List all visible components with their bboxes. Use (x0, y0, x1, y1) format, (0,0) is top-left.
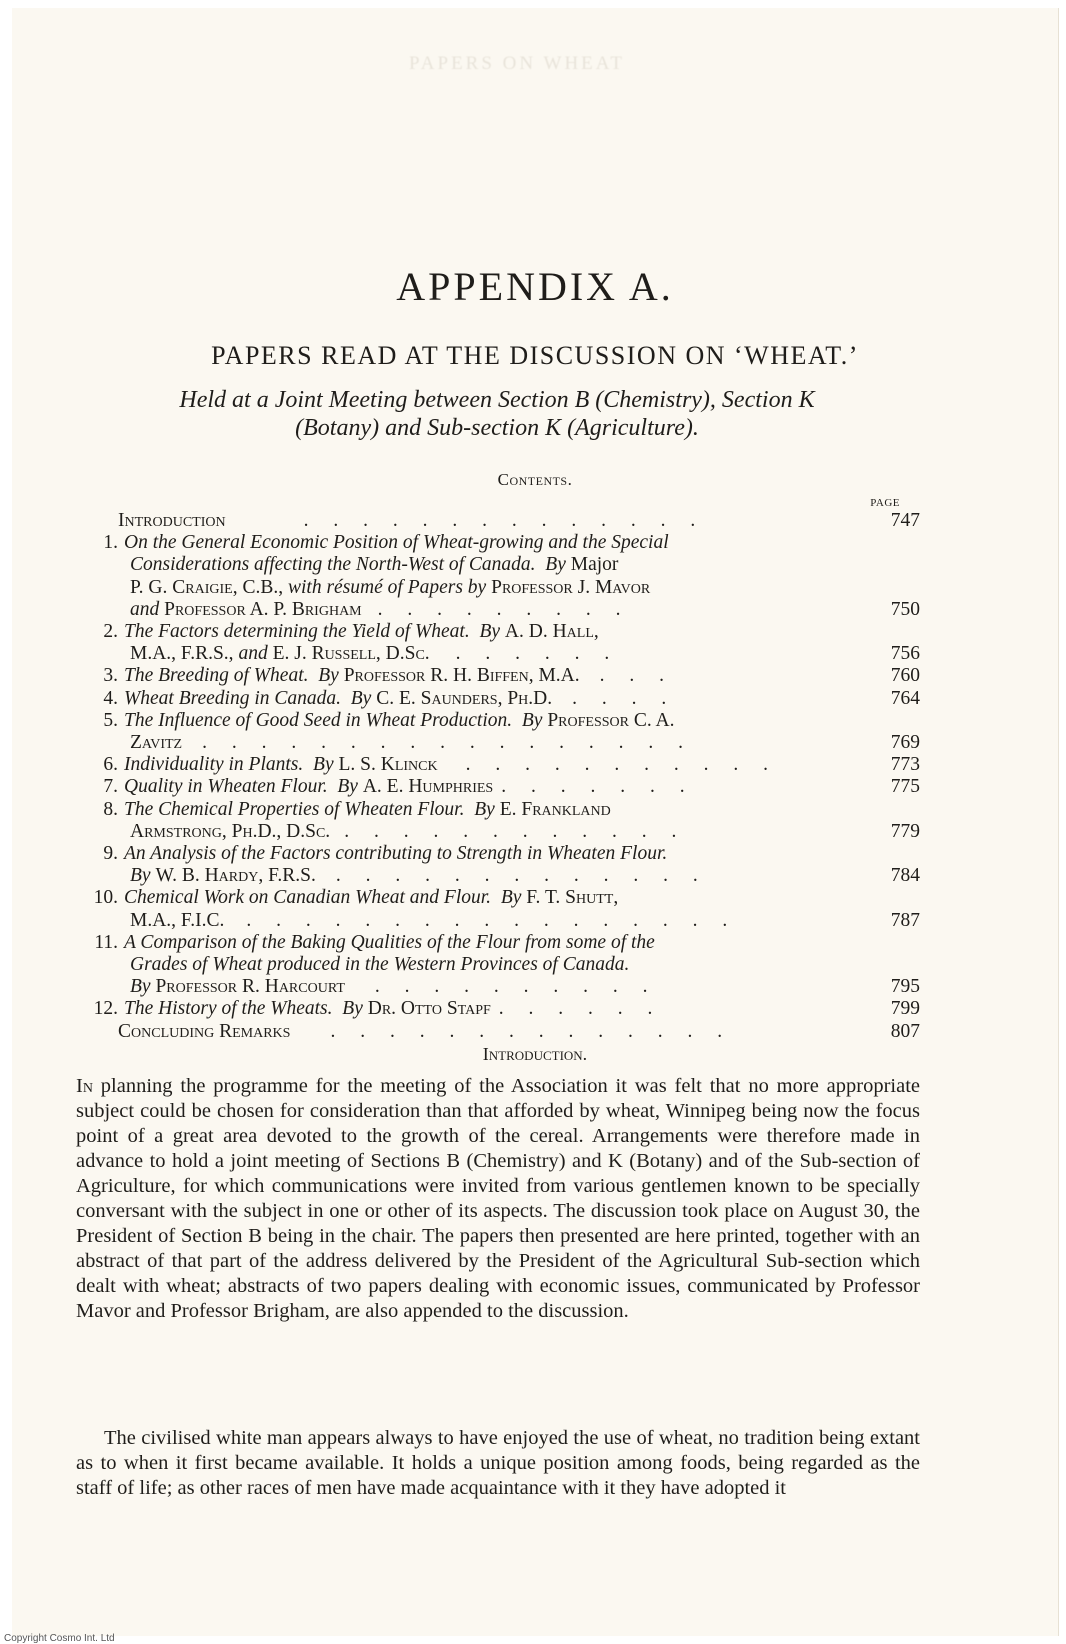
contents-heading: Contents. (497, 470, 573, 489)
toc-title: The Influence of Good Seed in Wheat Production. (124, 709, 513, 731)
toc-author: Zavitz (130, 732, 183, 754)
toc-number: 11. (94, 931, 118, 953)
introduction-heading: Introduction. (482, 1044, 588, 1064)
toc-by: By (350, 687, 372, 709)
meeting-description-line-1: Held at a Joint Meeting between Section B (Chemistry), Section K (179, 387, 815, 413)
toc-entry-12 (92, 998, 920, 1020)
leader-dots: . . . . . . . . . . . . . . (303, 510, 706, 531)
toc-author: W. B. Hardy, F.R.S. (155, 865, 316, 887)
toc-title: Grades of Wheat produced in the Western Provinces of Canada. (130, 954, 630, 976)
toc-page: 773 (887, 754, 920, 776)
toc-author: F. T. Shutt, (526, 887, 619, 909)
toc-title: Quality in Wheaten Flour. (124, 776, 328, 798)
toc-title: The Factors determining the Yield of Wheat. (124, 621, 470, 643)
toc-label: Concluding Remarks (118, 1020, 291, 1042)
leader-dots: . . . . . . . . . (377, 598, 631, 620)
meeting-description-line-2: (Botany) and Sub-section K (Agriculture). (295, 415, 699, 441)
toc-entry-11 (92, 932, 920, 999)
toc-by: By (479, 621, 501, 643)
toc-author: Major (570, 554, 619, 576)
toc-number: 9. (103, 843, 118, 865)
toc-entry-introduction (92, 510, 920, 532)
toc-author: Professor R. Harcourt (155, 976, 345, 998)
toc-author: Professor J. Mavor (491, 576, 651, 598)
page (12, 8, 1059, 1636)
toc-title: The History of the Wheats. (124, 998, 333, 1020)
toc-entry-10 (92, 887, 920, 931)
toc-number: 12. (93, 998, 118, 1020)
toc-title: Chemical Work on Canadian Wheat and Flour. (124, 887, 492, 909)
toc-entry-9 (92, 843, 920, 887)
toc-page: 779 (887, 821, 920, 843)
leader-dots: . . . (599, 665, 675, 687)
toc-entry-1 (92, 532, 920, 621)
toc-number: 6. (103, 754, 118, 776)
toc-page: 775 (887, 776, 920, 798)
toc-entry-8 (92, 799, 920, 843)
toc-number: 5. (103, 709, 118, 731)
toc-number: 2. (103, 621, 118, 643)
running-head: PAPERS ON WHEAT (408, 53, 626, 74)
toc-entry-4 (92, 688, 920, 710)
toc-number: 3. (103, 665, 118, 687)
toc-author: Dr. Otto Stapf (367, 998, 491, 1020)
leader-dots: . . . . . . . . . . . . . . . . . (202, 732, 693, 754)
toc-label: Introduction (118, 510, 226, 531)
toc-by: By (342, 998, 363, 1020)
toc-entry-6 (92, 754, 920, 776)
page-column-label: PAGE (870, 497, 900, 509)
copyright-notice: Copyright Cosmo Int. Ltd (4, 1633, 115, 1644)
toc-title: The Chemical Properties of Wheaten Flour. (124, 798, 465, 820)
leader-dots: . . . . . . (498, 998, 663, 1020)
toc-by: By (313, 754, 334, 776)
toc-by: By (500, 887, 522, 909)
appendix-title: APPENDIX A. (396, 264, 674, 309)
leader-dots: . . . . . . . . . . . . . . . . . (246, 909, 738, 931)
toc-page: 769 (887, 732, 920, 754)
toc-title: Wheat Breeding in Canada. (124, 687, 341, 709)
toc-title: Individuality in Plants. (124, 754, 304, 776)
toc-entry-2 (92, 621, 920, 665)
toc-by: By (337, 776, 358, 798)
toc-page: 795 (887, 976, 920, 998)
toc-by: By (318, 665, 339, 687)
toc-page: 799 (887, 998, 920, 1020)
toc-title: An Analysis of the Factors contributing to Strength in Wheaten Flour. (124, 843, 668, 865)
toc-page: 784 (887, 865, 920, 887)
toc-entry-7 (92, 776, 920, 798)
toc-author: L. S. Klinck (338, 754, 438, 776)
appendix-subtitle: PAPERS READ AT THE DISCUSSION ON ‘WHEAT.’ (211, 341, 859, 370)
toc-title: The Breeding of Wheat. (124, 665, 309, 687)
toc-number: 10. (93, 887, 118, 909)
toc-author: P. G. Craigie, C.B., (130, 576, 284, 598)
toc-page: 747 (887, 510, 920, 532)
toc-page: 787 (887, 910, 920, 932)
toc-page: 760 (887, 665, 920, 687)
introduction-paragraph-1 (76, 1074, 920, 1324)
toc-author: Armstrong, Ph.D., D.Sc. (130, 820, 331, 842)
show-through-text (102, 48, 932, 278)
leader-dots: . . . . . . . . . . . . . (335, 865, 708, 887)
toc-author: M.A., F.I.C. (130, 909, 225, 931)
toc-author: Professor C. A. (547, 709, 675, 731)
leader-dots: . . . . . . . . . . (374, 976, 658, 998)
toc-entry-5 (92, 710, 920, 754)
toc-number: 7. (103, 776, 118, 798)
toc-entry-3 (92, 665, 920, 687)
leader-dots: . . . . . . . . . . . . (344, 820, 687, 842)
toc-page: 756 (887, 643, 920, 665)
toc-page: 750 (887, 599, 920, 621)
toc-by: By (545, 554, 566, 576)
leader-dots: . . . . . . . (501, 776, 695, 798)
toc-title: On the General Economic Position of Wheat-growing and the Special (124, 532, 669, 554)
table-of-contents (92, 510, 920, 1043)
leader-dots: . . . . . . (455, 643, 620, 665)
toc-author: A. E. Humphries (362, 776, 494, 798)
leader-dots: . . . . (572, 687, 677, 709)
toc-by: By (130, 865, 151, 887)
toc-author: A. D. Hall, (504, 621, 599, 643)
toc-by: By (474, 798, 495, 820)
toc-by: By (521, 709, 543, 731)
paragraph-text: planning the programme for the meeting of the Association it was felt that no more appropriate subject could be chosen for consideration than that afforded by wheat, Winnipeg being now the focus point of a great area devoted to the growth of the cereal. Arrangements were therefore made in advance to hold a joint meeting of Sections B (Chemistry) and K (Botany) and of the Sub-section of Agriculture, for which communications were invited from various gentlemen known to be specially conversant with the subject in one or other of its aspects. The discussion took place on August 30, the President of Section B being in the chair. The papers then presented are here printed, together with an abstract of that part of the address delivered by the President of the Agricultural Sub-section which dealt with wheat; abstracts of two papers dealing with economic issues, communicated by Professor Mavor and Professor Brigham, are also appended to the discussion. (76, 1075, 920, 1322)
toc-number: 4. (103, 687, 118, 709)
toc-title: Considerations affecting the North-West of Canada. (130, 554, 536, 576)
drop-word: In (76, 1075, 93, 1097)
toc-and: and (130, 598, 160, 620)
leader-dots: . . . . . . . . . . . . . . (330, 1020, 733, 1042)
toc-author: Professor A. P. Brigham (164, 598, 362, 620)
leader-dots: . . . . . . . . . . . (465, 754, 778, 776)
toc-page: 764 (887, 688, 920, 710)
toc-number: 8. (103, 798, 118, 820)
toc-title: A Comparison of the Baking Qualities of the Flour from some of the (124, 931, 655, 953)
meeting-description (72, 386, 922, 442)
toc-entry-concluding-remarks (92, 1021, 920, 1043)
toc-page: 807 (887, 1021, 920, 1043)
introduction-paragraph-2: The civilised white man appears always to have enjoyed the use of wheat, no tradition being extant as to when it first became available. It holds a unique position among foods, being regarded as the staff of life; as other races of men have made acquaintance with it they have adopted it (76, 1427, 920, 1499)
toc-author: Professor R. H. Biffen, M.A. (343, 665, 580, 687)
toc-note: with résumé of Papers by (287, 576, 487, 598)
toc-number: 1. (103, 532, 118, 554)
toc-author: C. E. Saunders, Ph.D. (376, 687, 553, 709)
toc-by: By (130, 976, 151, 998)
toc-and: and (238, 643, 268, 665)
toc-author: M.A., F.R.S., (130, 643, 234, 665)
toc-author: E. Frankland (499, 798, 611, 820)
toc-author: E. J. Russell, D.Sc. (272, 643, 430, 665)
